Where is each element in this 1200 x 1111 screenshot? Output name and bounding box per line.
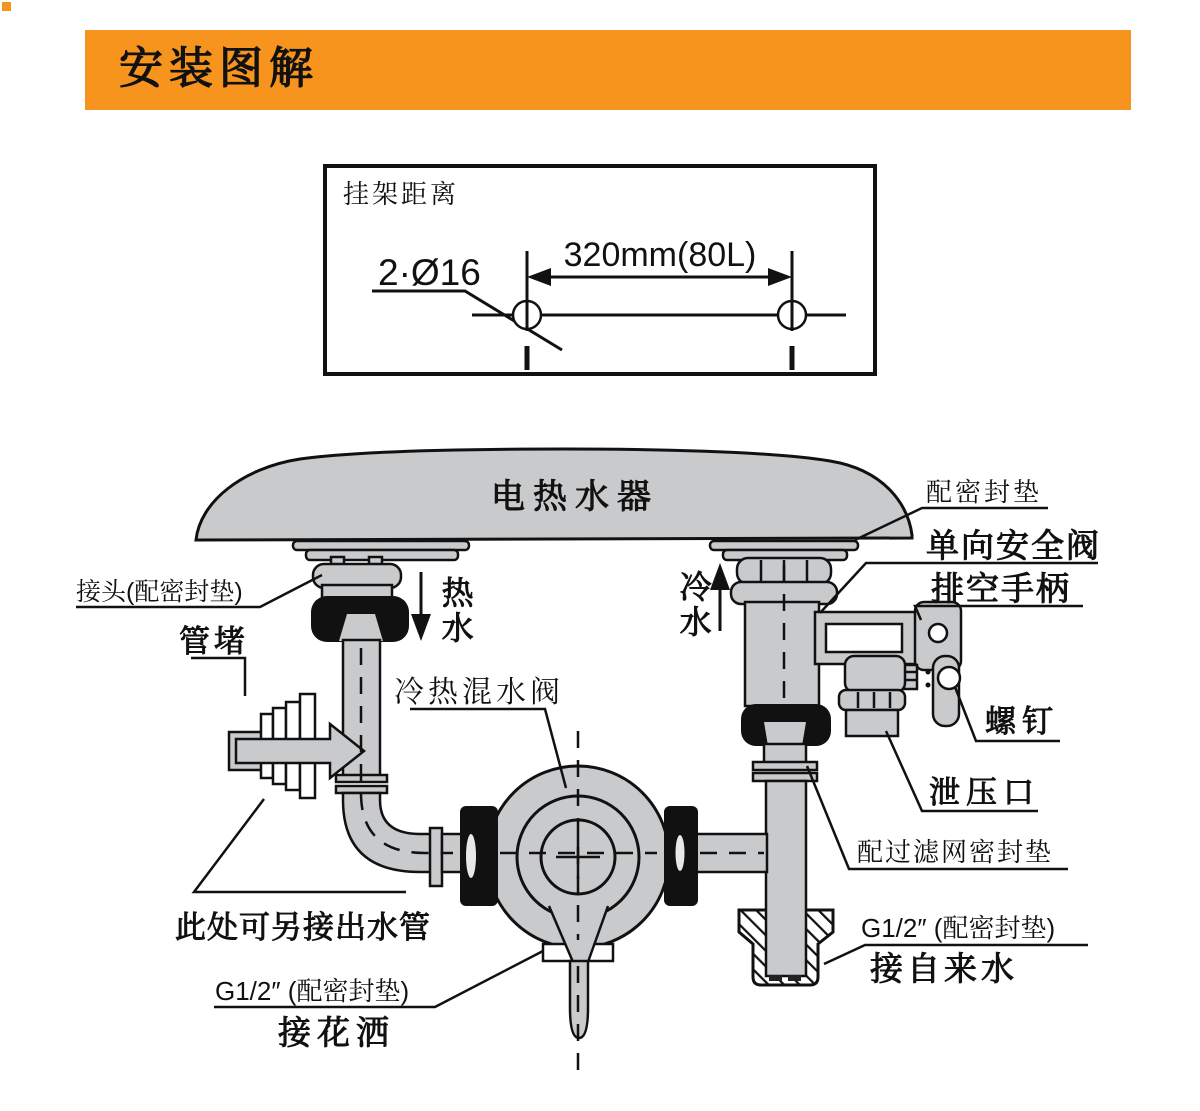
shower-spec-label: G1/2″ (配密封垫) bbox=[215, 976, 410, 1006]
safety-valve-assembly bbox=[710, 541, 961, 781]
right-nut-highlight bbox=[676, 835, 685, 871]
hot-pipe-elbow bbox=[343, 793, 436, 872]
shower-label: 接花洒 bbox=[278, 1014, 395, 1051]
valve-dot-1 bbox=[926, 670, 931, 675]
distance-label: 320mm(80L) bbox=[563, 236, 757, 274]
top-gasket-label: 配密封垫 bbox=[926, 477, 1043, 507]
alt-outlet-label: 此处可另接出水管 bbox=[175, 910, 431, 945]
mixing-valve-label: 冷热混水阀 bbox=[394, 676, 564, 709]
pipe-plug-leader bbox=[191, 658, 245, 696]
relief-neck bbox=[845, 656, 905, 692]
page-title: 安装图解 bbox=[119, 44, 319, 93]
pipe-plug-label: 管堵 bbox=[179, 624, 249, 659]
cold-water-label: 冷水 bbox=[675, 570, 712, 640]
mixer-left-nut bbox=[460, 806, 498, 906]
valve-dot-2 bbox=[926, 683, 931, 688]
cold-arrow-head-up bbox=[710, 563, 730, 590]
mixing-valve bbox=[430, 766, 767, 1038]
mixer-left-flange bbox=[430, 828, 442, 886]
cold-gasket-notch bbox=[764, 722, 806, 746]
bracket-distance-box bbox=[325, 166, 875, 374]
relief-outlet-block bbox=[846, 710, 898, 736]
valve-body-plate bbox=[826, 624, 902, 652]
left-nut-highlight bbox=[466, 834, 476, 878]
screw-head bbox=[938, 667, 960, 689]
cold-pipe-vertical bbox=[766, 781, 806, 976]
hot-water-label: 热水 bbox=[437, 576, 474, 646]
safety-valve-label: 单向安全阀 bbox=[926, 527, 1101, 564]
water-heater bbox=[196, 449, 912, 540]
relief-ribbed-band bbox=[839, 690, 905, 710]
bracket-hole bbox=[929, 624, 947, 642]
screw-label: 螺钉 bbox=[985, 704, 1059, 739]
filter-gasket-label: 配过滤网密封垫 bbox=[857, 837, 1054, 867]
relief-port-label: 泄压口 bbox=[929, 775, 1040, 810]
hole-spec-label: 2·Ø16 bbox=[378, 252, 481, 293]
tap-water-fitting bbox=[739, 781, 833, 985]
drain-handle-label: 排空手柄 bbox=[931, 570, 1071, 607]
connector-label: 接头(配密封垫) bbox=[76, 578, 243, 606]
valve-inlet-body bbox=[745, 602, 819, 706]
tap-water-label: 接自来水 bbox=[870, 950, 1018, 987]
heater-label: 电热水器 bbox=[491, 478, 659, 516]
bracket-box-title: 挂架距离 bbox=[343, 179, 460, 209]
tap-spec-label: G1/2″ (配密封垫) bbox=[861, 913, 1056, 943]
hot-flange-plate-1 bbox=[293, 541, 469, 550]
cold-flange-plate-1 bbox=[710, 541, 858, 550]
hot-arrow-head-down bbox=[411, 614, 431, 641]
